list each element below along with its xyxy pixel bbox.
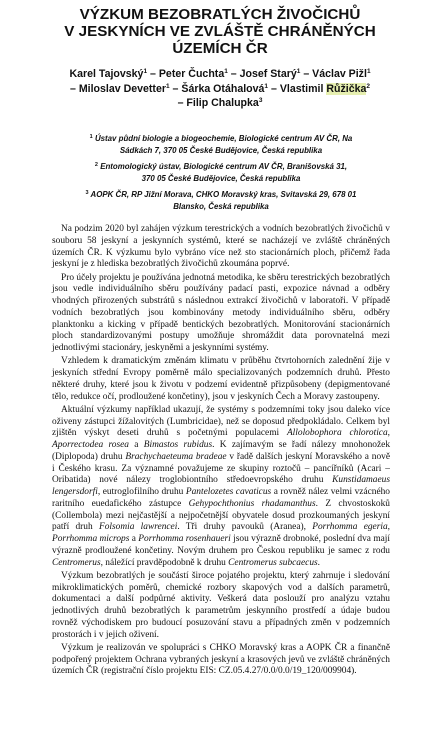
text-run: , xyxy=(387,428,390,439)
affiliation-mark: 2 xyxy=(366,82,370,90)
affiliation-mark: 1 xyxy=(296,68,301,75)
affiliation-number: 1 xyxy=(89,134,93,140)
article-title xyxy=(30,7,410,57)
text-run: , eutroglofilního druhu xyxy=(97,487,186,497)
species-name: Pantelozetes cavaticus xyxy=(185,487,272,497)
paragraph-3: Vzhledem k dramatickým změnám klimatu v průběhu čtvrtohorních zalednění žije v jeskyních střední Evropy poměrně málo specializovaných podzemních druhů. Přesto některé druhy, které jsou k životu v podzemí evidentně přizpůsobeny (depigmentované tělo, redukce očí, prodloužené končetiny), jsou v jeskyních Čech a Moravy zastoupeny. xyxy=(52,356,390,402)
affiliation-mark: 1 xyxy=(165,82,170,90)
text-run: . K zajímavým se řadí nálezy mnohonožek (Diplopoda) druhu xyxy=(52,440,391,462)
title-line-1: VÝZKUM BEZOBRATLÝCH ŽIVOČICHŮ xyxy=(79,6,361,23)
affiliation-line: Blansko, Česká republika xyxy=(173,201,269,211)
affiliation-number: 2 xyxy=(94,162,98,169)
species-name: Centromerus xyxy=(52,557,101,568)
author-name: Peter Čuchta xyxy=(158,68,225,80)
affiliation-2 xyxy=(40,161,402,184)
title-line-2: V JESKYNÍCH VE ZVLÁŠTĚ CHRÁNĚNÝCH xyxy=(64,22,376,40)
paragraph-2: Pro účely projektu je používána jednotná metodika, ke sběru terestrických bezobratlých jsou vedle individuálního sběru používány padací pasti, expozice návnad a odběry vhodných přirozených substrátů s následnou extrakcí živočichů v laboratoři. V případě vodních bezobratlých jsou kombinovány metody individuálního sběru, odběry planktonku a kicking v případě bentických bezobratlých. Monitorování stacionárních ploch standardizovanými postupy umožňuje shromáždit data porovnatelná mezi jednotlivými stacionáry, jeskyněmi a jeskynními systémy. xyxy=(52,272,390,353)
paragraph-6: Výzkum je realizován ve spolupráci s CHKO Moravský kras a AOPK ČR a finančně podpořený projektem Ochrana vybraných jeskyní a krasových jevů ve zvláště chráněných územích ČR (registrační číslo projektu EIS: CZ.05.4.27/0.0/0.0/19_120/009904). xyxy=(52,642,390,677)
affiliation-1 xyxy=(40,133,402,156)
author-name: Václav Pižl xyxy=(312,68,367,80)
author-list xyxy=(26,67,414,111)
species-name: Brachychaeteuma bradeae xyxy=(125,451,227,462)
author-name: Miloslav Devetter xyxy=(78,82,166,95)
article-body xyxy=(52,224,390,680)
text-run: . Tři druhy pavouků (Aranea), xyxy=(177,522,313,533)
author-name: Josef Starý xyxy=(239,68,297,80)
text-run: Aktuální výzkumy například ukazují, že systémy s podzemními toky jsou daleko více oživeny zástupci žížalovitých (Lumbricidae), než se doposud předpokládalo. Celkem byl zjištěn výskyt deseti druhů s početnými populacemi xyxy=(52,404,390,439)
affiliation-mark: 1 xyxy=(143,68,148,75)
author-separator: – xyxy=(177,97,187,110)
author-separator: – xyxy=(268,82,280,95)
paragraph-5: Výzkum bezobratlých je součástí široce pojatého projektu, který zahrnuje i sledování mikroklimatických poměrů, chemické rozbory skapových vod a dalších parametrů, dokumentaci a další podpůrné aktivity. Veškerá data poslouží pro analýzu vztahu jednotlivých druhů bezobratlých k parametrům jeskynního prostředí a údaje budou rovněž východiskem pro budoucí posuzování stavu a případných změn v podzemních prostorách i v jejich oživení. xyxy=(52,570,390,640)
species-name: Porrhomma rosenhaueri xyxy=(138,534,231,544)
author-separator: – xyxy=(169,82,182,95)
species-name: Kunstidamaeus lengersdorfi xyxy=(52,475,390,497)
paragraph-4 xyxy=(52,405,390,570)
author-line-3 xyxy=(26,96,414,111)
text-run: . xyxy=(317,557,320,568)
author-separator: – xyxy=(227,68,240,80)
affiliation-line: 370 05 České Budějovice, Česká republika xyxy=(141,173,301,183)
author-line-1 xyxy=(26,67,414,82)
author-separator: – xyxy=(147,68,159,80)
affiliation-line: Ústav půdní biologie a biogeochemie, Biologické centrum AV ČR, Na xyxy=(94,134,353,143)
author-name: Šárka Otáhalová xyxy=(181,82,265,95)
text-run: a rovněž nález velmi vzácného raritního euedafického zástupce xyxy=(52,487,390,509)
species-name: Centromerus subcaecus xyxy=(228,557,318,568)
species-name: Allolobophora chlorotica xyxy=(286,428,388,439)
species-name: Bimastos rubidus xyxy=(143,440,213,450)
affiliation-mark: 1 xyxy=(224,68,228,75)
text-run: a xyxy=(129,534,139,544)
affiliation-3 xyxy=(40,189,402,212)
author-separator: – xyxy=(69,82,79,95)
species-name: Gehypochthonius rhadamanthus xyxy=(188,498,316,509)
affiliation-line: Entomologický ústav, Biologické centrum AV ČR, Branišovská 31, xyxy=(100,162,348,172)
affiliation-mark: 1 xyxy=(264,82,269,90)
text-run: v řadě dalších jeskyní Moravského a nově i Českého krasu. Za významné považujeme ze skupiny roztočů – pancířníků (Acari – Oribatida) nové nálezy troglobiontního středoevropského druhu xyxy=(52,451,390,486)
author-name: Vlastimil xyxy=(279,82,327,95)
text-run: , xyxy=(387,522,390,533)
affiliation-line: AOPK ČR, RP Jižní Morava, CHKO Moravský kras, Svitavská 29, 678 01 xyxy=(90,190,357,200)
highlighted-author-surname: Růžička xyxy=(326,82,367,95)
species-name: Folsomia lawrencei xyxy=(98,522,178,533)
title-line-3: ÚZEMÍCH ČR xyxy=(172,39,268,57)
text-run: a xyxy=(129,440,144,450)
species-name: Porrhomma microps xyxy=(52,534,130,544)
author-separator: – xyxy=(300,68,313,80)
affiliations xyxy=(40,133,402,218)
affiliation-line: Sádkách 7, 370 05 České Budějovice, Česká republika xyxy=(119,145,323,155)
species-name: Porrhomma egeria xyxy=(312,522,388,533)
text-run: . Z chvostoskoků (Collembola) mezi nejčastější a nejpočetnější obyvatele dosud prozkoumaných jeskyní patří druh xyxy=(52,498,390,533)
text-run: jsou výrazně drobnoké, poslední dva mají výrazně prodloužené končetiny. Novým druhem pro Českou republiku je samec z rodu xyxy=(52,534,390,556)
species-name: Aporrectodea rosea xyxy=(52,440,129,450)
paragraph-1: Na podzim 2020 byl zahájen výzkum terestrických a vodních bezobratlých živočichů v souboru 58 jeskyní a jeskynních systémů, které se nacházejí ve zvláště chráněných územích ČR. K výzkumu bylo vybráno více než sto stacionárních ploch, přičemž řada jeskyní je z hlediska bezobratlých živočichů zkoumána poprvé. xyxy=(52,224,390,270)
affiliation-number: 3 xyxy=(85,190,89,197)
text-run: , náležící pravděpodobně k druhu xyxy=(100,557,229,568)
author-name: Filip Chalupka xyxy=(186,97,259,110)
author-line-2 xyxy=(26,82,414,97)
author-name: Karel Tajovský xyxy=(69,68,144,80)
affiliation-mark: 1 xyxy=(366,68,371,75)
affiliation-mark: 3 xyxy=(258,97,263,105)
